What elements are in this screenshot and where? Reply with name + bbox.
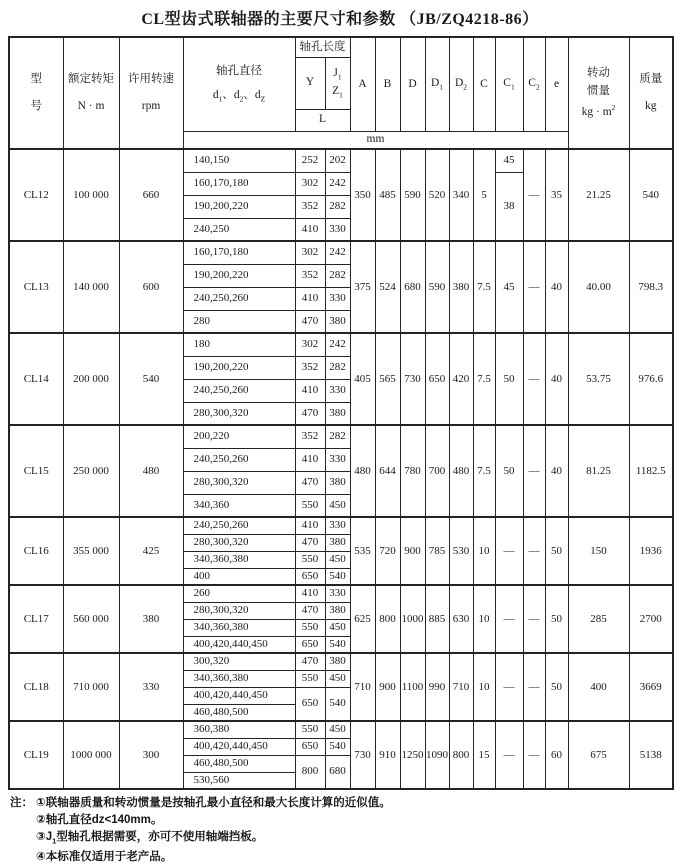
cell-A: 625 <box>350 585 375 653</box>
cell-D2: 380 <box>449 241 473 333</box>
cell-length-L: 330 <box>325 379 350 402</box>
col-header-C: C <box>473 37 495 131</box>
coupling-dimensions-table <box>8 36 674 790</box>
cell-bore-diameters: 340,360 <box>183 494 295 517</box>
footnotes <box>10 795 672 866</box>
cell-inertia: 21.25 <box>568 149 629 241</box>
cell-bore-diameters: 340,360,380 <box>183 551 295 568</box>
cell-bore-diameters: 160,170,180 <box>183 241 295 264</box>
cell-torque: 710 000 <box>63 653 119 721</box>
footnotes-label: 注： <box>10 797 33 809</box>
cell-length-Y: 650 <box>295 636 325 653</box>
cell-C1: — <box>495 721 523 789</box>
cell-torque: 1000 000 <box>63 721 119 789</box>
cell-bore-diameters: 240,250,260 <box>183 517 295 534</box>
cell-bore-diameters: 460,480,500 <box>183 755 295 772</box>
cell-speed: 330 <box>119 653 183 721</box>
cell-D1: 520 <box>425 149 449 241</box>
cell-inertia: 400 <box>568 653 629 721</box>
cell-e: 50 <box>545 653 568 721</box>
cell-e: 50 <box>545 517 568 585</box>
cell-bore-diameters: 360,380 <box>183 721 295 738</box>
cell-speed: 380 <box>119 585 183 653</box>
cell-model: CL19 <box>9 721 63 789</box>
cell-D: 780 <box>400 425 425 517</box>
cell-A: 535 <box>350 517 375 585</box>
cell-bore-diameters: 240,250,260 <box>183 448 295 471</box>
cell-length-L: 680 <box>325 755 350 789</box>
cell-bore-diameters: 530,560 <box>183 772 295 789</box>
cell-bore-diameters: 300,320 <box>183 653 295 670</box>
cell-D2: 630 <box>449 585 473 653</box>
cell-bore-diameters: 240,250 <box>183 218 295 241</box>
cell-C: 5 <box>473 149 495 241</box>
cell-C: 10 <box>473 517 495 585</box>
cell-bore-diameters: 400 <box>183 568 295 585</box>
cell-length-L: 380 <box>325 310 350 333</box>
col-header-D1: $D_1$ <box>425 37 449 131</box>
cell-bore-diameters: 240,250,260 <box>183 379 295 402</box>
cell-D1: 650 <box>425 333 449 425</box>
cell-length-Y: 550 <box>295 551 325 568</box>
cell-bore-diameters: 240,250,260 <box>183 287 295 310</box>
cell-C2: — <box>523 585 545 653</box>
cell-C1: — <box>495 585 523 653</box>
col-header-torque <box>63 37 119 149</box>
col-header-speed-unit: rpm <box>141 99 161 112</box>
cell-length-Y: 800 <box>295 755 325 789</box>
cell-length-Y: 550 <box>295 494 325 517</box>
cell-length-L: 450 <box>325 551 350 568</box>
cell-inertia: 675 <box>568 721 629 789</box>
cell-e: 35 <box>545 149 568 241</box>
cell-length-L: 330 <box>325 287 350 310</box>
cell-B: 720 <box>375 517 400 585</box>
cell-C2: — <box>523 517 545 585</box>
cell-speed: 600 <box>119 241 183 333</box>
col-header-Z1: $Z_1$ <box>332 84 343 99</box>
cell-length-L: 540 <box>325 568 350 585</box>
cell-C: 7.5 <box>473 425 495 517</box>
cell-mass: 5138 <box>629 721 673 789</box>
cell-B: 900 <box>375 653 400 721</box>
cell-length-Y: 302 <box>295 241 325 264</box>
cell-length-L: 242 <box>325 241 350 264</box>
cell-D1: 590 <box>425 241 449 333</box>
col-header-J1: $J_1$ <box>333 66 342 81</box>
footnote-1: ①联轴器质量和转动惯量是按轴孔最小直径和最大长度计算的近似值。 <box>36 797 391 809</box>
cell-length-Y: 470 <box>295 653 325 670</box>
col-header-inertia-unit: kg · $m^2$ <box>581 102 616 118</box>
cell-D2: 800 <box>449 721 473 789</box>
cell-C2: — <box>523 149 545 241</box>
cell-D2: 420 <box>449 333 473 425</box>
cell-e: 50 <box>545 585 568 653</box>
col-header-inertia-line2: 惯量 <box>587 85 610 98</box>
cell-length-Y: 352 <box>295 264 325 287</box>
cell-C1: 50 <box>495 333 523 425</box>
col-header-inertia-line1: 转动 <box>587 67 610 80</box>
cell-model: CL18 <box>9 653 63 721</box>
cell-length-Y: 252 <box>295 149 325 172</box>
cell-length-Y: 410 <box>295 585 325 602</box>
cell-bore-diameters: 190,200,220 <box>183 264 295 287</box>
cell-inertia: 150 <box>568 517 629 585</box>
cell-C: 15 <box>473 721 495 789</box>
cell-inertia: 53.75 <box>568 333 629 425</box>
cell-length-L: 330 <box>325 448 350 471</box>
col-header-bore-diameter-symbols: $d_1$、$d_2$、$d_Z$ <box>212 88 266 104</box>
cell-length-L: 330 <box>325 218 350 241</box>
cell-bore-diameters: 190,200,220 <box>183 356 295 379</box>
cell-bore-diameters: 260 <box>183 585 295 602</box>
col-header-model-line1: 型 <box>30 73 42 86</box>
cell-length-L: 540 <box>325 636 350 653</box>
cell-D: 900 <box>400 517 425 585</box>
cell-D: 730 <box>400 333 425 425</box>
cell-length-L: 450 <box>325 721 350 738</box>
cell-model: CL14 <box>9 333 63 425</box>
cell-length-Y: 352 <box>295 195 325 218</box>
col-header-A: A <box>350 37 375 131</box>
cell-mass: 540 <box>629 149 673 241</box>
cell-A: 730 <box>350 721 375 789</box>
cell-C1-top: 45 <box>495 149 523 172</box>
cell-model: CL16 <box>9 517 63 585</box>
cell-speed: 300 <box>119 721 183 789</box>
cell-mass: 976.6 <box>629 333 673 425</box>
cell-C2: — <box>523 333 545 425</box>
cell-length-L: 282 <box>325 356 350 379</box>
cell-mass: 1936 <box>629 517 673 585</box>
col-header-C1: $C_1$ <box>495 37 523 131</box>
cell-C1: 50 <box>495 425 523 517</box>
cell-length-Y: 470 <box>295 471 325 494</box>
cell-length-Y: 470 <box>295 402 325 425</box>
cell-mass: 3669 <box>629 653 673 721</box>
cell-torque: 200 000 <box>63 333 119 425</box>
cell-A: 710 <box>350 653 375 721</box>
cell-length-L: 540 <box>325 687 350 721</box>
cell-D2: 480 <box>449 425 473 517</box>
cell-C: 10 <box>473 585 495 653</box>
cell-D: 1250 <box>400 721 425 789</box>
cell-length-Y: 410 <box>295 517 325 534</box>
cell-length-Y: 410 <box>295 218 325 241</box>
cell-B: 524 <box>375 241 400 333</box>
cell-C1-bottom: 38 <box>495 172 523 241</box>
cell-length-Y: 352 <box>295 356 325 379</box>
col-header-B: B <box>375 37 400 131</box>
cell-torque: 355 000 <box>63 517 119 585</box>
cell-bore-diameters: 180 <box>183 333 295 356</box>
cell-e: 40 <box>545 241 568 333</box>
cell-A: 350 <box>350 149 375 241</box>
cell-torque: 140 000 <box>63 241 119 333</box>
cell-D: 680 <box>400 241 425 333</box>
cell-length-L: 380 <box>325 471 350 494</box>
cell-length-L: 242 <box>325 172 350 195</box>
cell-C2: — <box>523 721 545 789</box>
cell-length-L: 282 <box>325 195 350 218</box>
col-header-bore-diameter <box>183 37 295 131</box>
cell-length-L: 450 <box>325 670 350 687</box>
cell-length-Y: 470 <box>295 534 325 551</box>
cell-B: 910 <box>375 721 400 789</box>
cell-length-L: 202 <box>325 149 350 172</box>
cell-length-Y: 650 <box>295 738 325 755</box>
cell-speed: 425 <box>119 517 183 585</box>
cell-length-L: 282 <box>325 425 350 448</box>
cell-length-Y: 410 <box>295 287 325 310</box>
cell-bore-diameters: 160,170,180 <box>183 172 295 195</box>
cell-bore-diameters: 200,220 <box>183 425 295 448</box>
cell-model: CL15 <box>9 425 63 517</box>
cell-length-Y: 352 <box>295 425 325 448</box>
cell-B: 800 <box>375 585 400 653</box>
col-header-inertia <box>568 37 629 149</box>
cell-model: CL12 <box>9 149 63 241</box>
col-header-model-line2: 号 <box>30 99 42 112</box>
cell-length-L: 540 <box>325 738 350 755</box>
cell-D2: 710 <box>449 653 473 721</box>
cell-A: 405 <box>350 333 375 425</box>
cell-speed: 480 <box>119 425 183 517</box>
cell-inertia: 81.25 <box>568 425 629 517</box>
cell-C: 10 <box>473 653 495 721</box>
cell-length-Y: 470 <box>295 602 325 619</box>
cell-model: CL17 <box>9 585 63 653</box>
cell-length-Y: 302 <box>295 172 325 195</box>
col-header-mass-unit: kg <box>645 99 657 112</box>
cell-D1: 700 <box>425 425 449 517</box>
col-header-Y: Y <box>295 57 325 109</box>
col-header-speed-label: 许用转速 <box>128 73 174 86</box>
col-header-bore-diameter-label: 轴孔直径 <box>216 64 262 77</box>
cell-length-L: 242 <box>325 333 350 356</box>
cell-D1: 1090 <box>425 721 449 789</box>
cell-speed: 660 <box>119 149 183 241</box>
cell-length-L: 380 <box>325 534 350 551</box>
cell-bore-diameters: 280 <box>183 310 295 333</box>
cell-speed: 540 <box>119 333 183 425</box>
col-header-e: e <box>545 37 568 131</box>
cell-bore-diameters: 400,420,440,450 <box>183 738 295 755</box>
cell-bore-diameters: 400,420,440,450 <box>183 636 295 653</box>
cell-C1: — <box>495 653 523 721</box>
footnote-4: ④本标准仅适用于老产品。 <box>36 851 173 864</box>
cell-bore-diameters: 280,300,320 <box>183 402 295 425</box>
col-header-model <box>9 37 63 149</box>
cell-C: 7.5 <box>473 333 495 425</box>
cell-length-Y: 470 <box>295 310 325 333</box>
cell-bore-diameters: 340,360,380 <box>183 670 295 687</box>
cell-length-L: 380 <box>325 653 350 670</box>
page-title: CL型齿式联轴器的主要尺寸和参数 （JB/ZQ4218-86） <box>141 11 539 28</box>
cell-length-Y: 550 <box>295 721 325 738</box>
col-header-bore-length: 轴孔长度 <box>295 37 350 57</box>
cell-C2: — <box>523 241 545 333</box>
cell-bore-diameters: 400,420,440,450 <box>183 687 295 704</box>
cell-length-L: 380 <box>325 602 350 619</box>
cell-length-L: 380 <box>325 402 350 425</box>
cell-B: 644 <box>375 425 400 517</box>
cell-D1: 885 <box>425 585 449 653</box>
unit-row-mm: mm <box>183 131 568 149</box>
cell-length-L: 330 <box>325 517 350 534</box>
cell-length-Y: 650 <box>295 687 325 721</box>
cell-D1: 990 <box>425 653 449 721</box>
col-header-mass <box>629 37 673 149</box>
col-header-C2: $C_2$ <box>523 37 545 131</box>
cell-length-L: 330 <box>325 585 350 602</box>
cell-length-Y: 550 <box>295 670 325 687</box>
cell-model: CL13 <box>9 241 63 333</box>
cell-D: 1100 <box>400 653 425 721</box>
cell-bore-diameters: 280,300,320 <box>183 602 295 619</box>
cell-bore-diameters: 190,200,220 <box>183 195 295 218</box>
cell-length-Y: 550 <box>295 619 325 636</box>
cell-bore-diameters: 140,150 <box>183 149 295 172</box>
cell-inertia: 40.00 <box>568 241 629 333</box>
col-header-speed <box>119 37 183 149</box>
cell-length-Y: 650 <box>295 568 325 585</box>
cell-torque: 250 000 <box>63 425 119 517</box>
col-header-D2: $D_2$ <box>449 37 473 131</box>
cell-C2: — <box>523 653 545 721</box>
cell-A: 375 <box>350 241 375 333</box>
cell-D2: 530 <box>449 517 473 585</box>
cell-e: 40 <box>545 425 568 517</box>
col-header-J1Z1 <box>325 57 350 109</box>
cell-C1: — <box>495 517 523 585</box>
cell-torque: 100 000 <box>63 149 119 241</box>
col-header-L: L <box>295 109 350 131</box>
cell-length-Y: 410 <box>295 448 325 471</box>
cell-length-L: 450 <box>325 619 350 636</box>
cell-length-L: 282 <box>325 264 350 287</box>
cell-bore-diameters: 280,300,320 <box>183 534 295 551</box>
cell-D2: 340 <box>449 149 473 241</box>
cell-e: 60 <box>545 721 568 789</box>
cell-e: 40 <box>545 333 568 425</box>
cell-B: 485 <box>375 149 400 241</box>
cell-mass: 2700 <box>629 585 673 653</box>
cell-D: 1000 <box>400 585 425 653</box>
cell-C1: 45 <box>495 241 523 333</box>
col-header-D: D <box>400 37 425 131</box>
cell-length-L: 450 <box>325 494 350 517</box>
cell-bore-diameters: 460,480,500 <box>183 704 295 721</box>
cell-C2: — <box>523 425 545 517</box>
footnote-3: $③J_1$型轴孔根据需要，亦可不使用轴端挡板。 <box>36 831 264 846</box>
col-header-mass-label: 质量 <box>639 73 663 86</box>
cell-length-Y: 410 <box>295 379 325 402</box>
cell-inertia: 285 <box>568 585 629 653</box>
col-header-torque-label: 额定转矩 <box>68 73 114 86</box>
cell-bore-diameters: 280,300,320 <box>183 471 295 494</box>
col-header-torque-unit: N · m <box>77 99 105 112</box>
cell-C: 7.5 <box>473 241 495 333</box>
footnote-2: ②轴孔直径dz<140mm。 <box>36 814 163 826</box>
cell-A: 480 <box>350 425 375 517</box>
cell-mass: 1182.5 <box>629 425 673 517</box>
cell-D: 590 <box>400 149 425 241</box>
cell-D1: 785 <box>425 517 449 585</box>
cell-length-Y: 302 <box>295 333 325 356</box>
cell-B: 565 <box>375 333 400 425</box>
cell-torque: 560 000 <box>63 585 119 653</box>
cell-bore-diameters: 340,360,380 <box>183 619 295 636</box>
cell-mass: 798.3 <box>629 241 673 333</box>
